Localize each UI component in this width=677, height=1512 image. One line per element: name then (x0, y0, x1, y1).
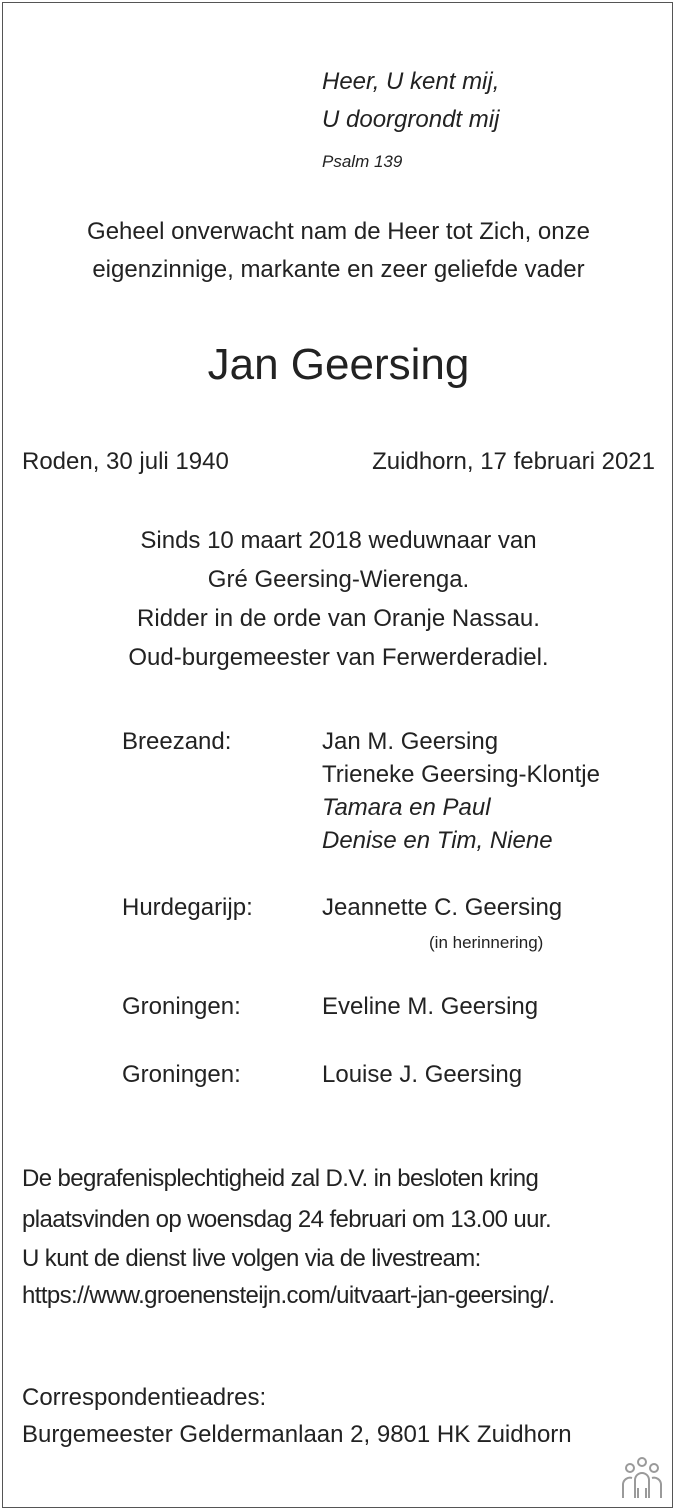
deceased-name: Jan Geersing (207, 340, 470, 389)
grandchildren-name: Tamara en Paul (322, 794, 491, 821)
people-group-icon (618, 1456, 666, 1500)
detail-line-4: Oud-burgemeester van Ferwerderadiel. (128, 644, 549, 671)
death-info: Zuidhorn, 17 februari 2021 (372, 448, 655, 475)
family-name: Trieneke Geersing-Klontje (322, 761, 600, 788)
family-name: Jan M. Geersing (322, 728, 499, 755)
correspondence-address: Burgemeester Geldermanlaan 2, 9801 HK Zuidhorn (22, 1421, 572, 1448)
detail-line-1: Sinds 10 maart 2018 weduwnaar van (140, 527, 537, 554)
grandchildren-name: Denise en Tim, Niene (322, 827, 553, 854)
verse-reference: Psalm 139 (322, 152, 403, 171)
correspondence-label: Correspondentieadres: (22, 1384, 267, 1411)
family-place-1: Breezand: (122, 728, 232, 755)
funeral-line-1: De begrafenisplechtigheid zal D.V. in besloten kring (22, 1165, 539, 1192)
intro-line-2: eigenzinnige, markante en zeer geliefde vader (92, 256, 585, 283)
family-name: Eveline M. Geersing (322, 993, 539, 1020)
birth-info: Roden, 30 juli 1940 (22, 448, 229, 475)
detail-line-2: Gré Geersing-Wierenga. (207, 566, 470, 593)
family-place-4: Groningen: (122, 1061, 241, 1088)
family-name: Jeannette C. Geersing (322, 894, 563, 921)
family-name: Louise J. Geersing (322, 1061, 523, 1088)
family-place-3: Groningen: (122, 993, 241, 1020)
family-place-2: Hurdegarijp: (122, 894, 253, 921)
funeral-line-3: U kunt de dienst live volgen via de livestream: (22, 1245, 481, 1272)
funeral-line-2: plaatsvinden op woensdag 24 februari om 13.00 uur. (22, 1206, 552, 1233)
livestream-link[interactable]: https://www.groenensteijn.com/uitvaart-jan-geersing/. (22, 1282, 555, 1309)
intro-line-1: Geheel onverwacht nam de Heer tot Zich, onze (87, 218, 590, 245)
verse-line-1: Heer, U kent mij, (322, 68, 500, 95)
memory-note: (in herinnering) (429, 933, 544, 952)
verse-line-2: U doorgrondt mij (322, 106, 500, 133)
detail-line-3: Ridder in de orde van Oranje Nassau. (137, 605, 540, 632)
